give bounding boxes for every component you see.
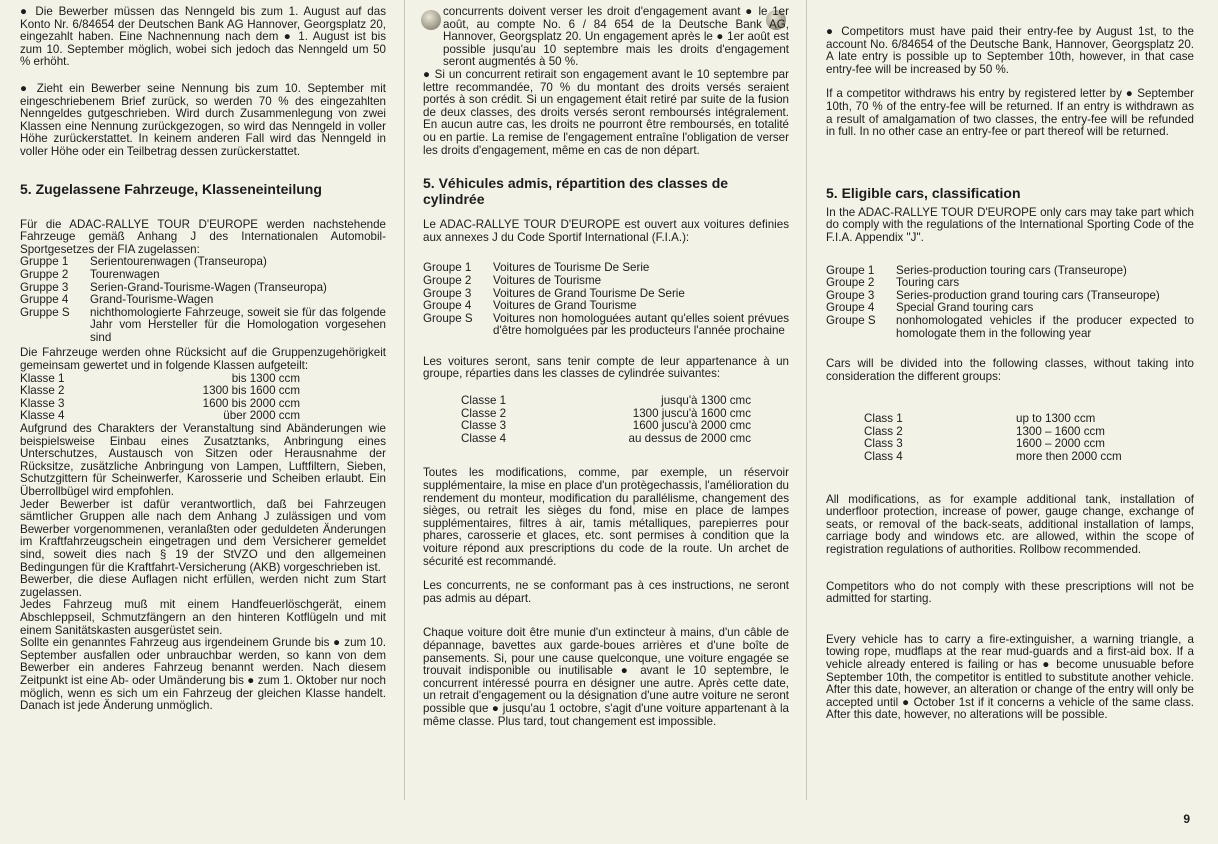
group-key: Groupe 1 (826, 263, 875, 277)
class-key: Class 1 (864, 412, 903, 426)
intro-paragraph: Für die ADAC-RALLYE TOUR D'EUROPE werden nachstehende Fahrzeuge gemäß Anhang J des Internationalen Automobil-Sportgesetzes der FIA zugelassen: (20, 217, 386, 256)
group-key: Gruppe 2 (20, 267, 69, 281)
entry-fee-paragraph: ● Competitors must have paid their entry-fee by August 1st, to the account No. 6/84654 of the Deutsche Bank, Hannover, Georgsplatz 20. A late entry is possible up to September 10th, however, in that case entry-fee will be increased by 50 %. (826, 25, 1194, 76)
class-row (20, 385, 300, 398)
not-comply-paragraph: Competitors who do not comply with these prescriptions will not be admitted for starting. (826, 579, 1194, 606)
equipment-paragraph: Jedes Fahrzeug muß mit einem Handfeuerlöschgerät, einem Abschleppseil, Schmutzfängern an den hinteren Kotflügeln und mit einem Sanitätskasten ausgerüstet sein. (20, 598, 386, 637)
group-desc: Serientourenwagen (Transeuropa) (90, 255, 267, 269)
modifications-paragraph: Toutes les modifications, comme, par exemple, un réservoir supplémentaire, la mise en place d'un protègechassis, l'amélioration du rendement du monteur, modification du parallélisme, changement des sièges, ou retrait les sièges du fond, mise en place de lampes supplémentaires, filtres à air, tamis métalliques, parepierres pour phares, carosserie et glaces, etc. sont permises à condition que la voiture répond aux prescriptions du code de la route. Un archet de sécurité est recommandé. (423, 466, 789, 568)
withdrawal-paragraph: ● Zieht ein Bewerber seine Nennung bis zum 10. September mit eingeschriebenem Brief zurück, so werden 70 % des eingezahlten Nenngeldes gutgeschrieben. Wird durch Zusammenlegung von zwei Klassen eine Nennung zurückgezogen, so wird das Nenngeld in voller Höhe zurückerstattet. In keinem anderen Fall wird das Nenngeld in voller Höhe oder ein Teilbetrag dessen zurückerstattet. (20, 81, 386, 158)
not-comply-paragraph: Bewerber, die diese Auflagen nicht erfüllen, werden nicht zum Start zugelassen. (20, 573, 386, 599)
class-range: 1300 bis 1600 ccm (202, 384, 300, 398)
groups-table (423, 262, 789, 338)
group-desc: Voitures non homologuées autant qu'elles soient prévues d'être homolguées par les producteurs l'année prochaine (493, 311, 789, 338)
classes-table (20, 373, 300, 423)
class-key: Classe 2 (461, 406, 507, 420)
class-range: more then 2000 ccm (1016, 450, 1122, 464)
group-key: Groupe 3 (423, 286, 472, 300)
class-key: Klasse 2 (20, 384, 65, 398)
german-column (20, 0, 386, 800)
class-key: Klasse 1 (20, 371, 65, 385)
equipment-paragraph: Chaque voiture doit être munie d'un extincteur à mains, d'un câble de dépannage, bavettes aux garde-boues arrières et d'une boîte de pansements. Si, pour une cause quelconque, une voiture engagée se trouvait indisponible ou inutilisable ● avant le 10 septembre, le concurrent intéressé pourra en désigner une autre. Après cette date, un retrait d'engagement ou la désignation d'une autre voiture ne seront possible que ● jusqu'au 1 octobre, s'agit d'une voiture appartenant à la même classe. Plus tard, tout changement est impossible. (423, 626, 789, 728)
class-range: über 2000 ccm (223, 409, 300, 423)
class-key: Class 4 (864, 450, 903, 464)
group-row (20, 256, 386, 269)
class-range: 1600 – 2000 ccm (1016, 437, 1105, 451)
group-key: Groupe 3 (826, 288, 875, 302)
group-key: Groupe 4 (423, 299, 472, 313)
section-heading: 5. Zugelassene Fahrzeuge, Klasseneinteilung (20, 180, 322, 197)
class-range: bis 1300 ccm (231, 371, 300, 385)
class-key: Classe 1 (461, 394, 507, 408)
group-row (423, 313, 789, 338)
class-row (461, 433, 751, 446)
group-key: Groupe S (826, 313, 876, 327)
classes-intro-paragraph: Cars will be divided into the following classes, without taking into consideration the different groups: (826, 357, 1194, 383)
group-desc: Voitures de Grand Tourisme (493, 299, 637, 313)
class-key: Class 3 (864, 437, 903, 451)
group-row (423, 300, 789, 313)
class-range: 1600 bis 2000 ccm (202, 396, 300, 410)
group-key: Gruppe 3 (20, 280, 69, 294)
group-row (826, 265, 1194, 278)
not-comply-paragraph: Les concurrents, ne se conformant pas à ces instructions, ne seront pas admis au départ. (423, 579, 789, 605)
modifications-paragraph: All modifications, as for example additional tank, installation of underfloor protection, increase of power, gauge change, exchange of seats, or removal of the back-seats, additional installation of lamps, carriage body and windows etc. are allowed, within the scope of registration regulations of authorities. Rollbow recommended. (826, 492, 1194, 557)
group-row (826, 315, 1194, 340)
class-range: 1300 juscu'à 1600 cmc (632, 406, 751, 420)
withdrawal-paragraph: If a competitor withdraws his entry by registered letter by ● September 10th, 70 % of the entry-fee will be returned. If an entry is withdrawn as a result of amalgamation of two classes, the entry-fee will be refunded in full. In no other case an entry-fee or part thereof will be returned. (826, 87, 1194, 139)
classes-intro-paragraph: Les voitures seront, sans tenir compte de leur appartenance à un groupe, réparties dans les classes de cylindrée suivantes: (423, 354, 789, 381)
group-row (20, 269, 386, 282)
class-row (864, 413, 1122, 426)
withdrawal-paragraph: ● Si un concurrent retirait son engagement avant le 10 septembre par lettre recommandée, 70 % du montant des droits versés seraient portés à son crédit. Si un engagement était retiré par suite de la fusion de deux classes, des droits versés seront remboursés intégralement. En aucun autre cas, les droits ne pourront être remboursés, en totalité ou en partie. La remise de l'engagement entraîne l'obligation de verser les droits d'engagement, même en cas de non départ. (423, 67, 789, 157)
class-range: jusqu'à 1300 cmc (661, 394, 751, 408)
equipment-paragraph: Every vehicle has to carry a fire-extinguisher, a warning triangle, a towing rope, mudflaps at the rear mud-guards and a first-aid box. If a vehicle already entered is failing or has ● become unusuable before September 10th, the competitor is entitled to substitute another vehicle. After this date, however, an alteration or change of the entry will only be accepted until ● October 1st if it concerns a vehicle of the same class. After this date, however, no alterations will be possible. (826, 632, 1194, 722)
group-key: Gruppe 4 (20, 293, 69, 307)
groups-table (826, 265, 1194, 341)
class-row (864, 451, 1122, 464)
column-divider (404, 0, 405, 800)
class-row (461, 420, 751, 433)
group-desc: Grand-Tourisme-Wagen (90, 293, 214, 307)
page-number: 9 (1183, 812, 1190, 826)
class-range: 1600 juscu'à 2000 cmc (632, 419, 751, 433)
group-key: Groupe S (423, 311, 473, 325)
group-row (423, 262, 789, 275)
group-key: Groupe 1 (423, 261, 472, 275)
group-desc: Serien-Grand-Tourisme-Wagen (Transeuropa) (90, 280, 327, 294)
class-key: Classe 3 (461, 419, 507, 433)
class-range: up to 1300 ccm (1016, 412, 1096, 426)
group-key: Groupe 2 (826, 276, 875, 290)
class-key: Klasse 4 (20, 409, 65, 423)
section-heading: 5. Véhicules admis, répartition des classes de cylindrée (423, 175, 729, 208)
class-key: Klasse 3 (20, 396, 65, 410)
group-key: Groupe 2 (423, 273, 472, 287)
group-desc: Series-production touring cars (Transeurope) (896, 263, 1127, 277)
french-column (423, 0, 789, 800)
group-desc: Voitures de Tourisme De Serie (493, 261, 650, 275)
group-desc: Voitures de Tourisme (493, 273, 602, 287)
group-key: Gruppe S (20, 305, 70, 319)
group-row (20, 307, 386, 345)
replacement-paragraph: Sollte ein genanntes Fahrzeug aus irgendeinem Grunde bis ● zum 10. September ausfallen oder unbrauchbar werden, so kann von dem Bewerber ein anderes Fahrzeug benannt werden. Nach diesem Zeitpunkt ist eine Ab- oder Umänderung bis ● zum 1. Oktober nur noch möglich, wenn es sich um ein Fahrzeug der gleichen Klasse handelt. Danach ist jede Änderung unmöglich. (20, 636, 386, 713)
group-desc: nonhomologated vehicles if the producer expected to homologate them in the following year (896, 313, 1194, 340)
intro-paragraph: Le ADAC-RALLYE TOUR D'EUROPE est ouvert aux voitures definies aux annexes J du Code Sportif International (F.I.A.): (423, 218, 789, 244)
group-key: Groupe 4 (826, 301, 875, 315)
modifications-paragraph: Aufgrund des Charakters der Veranstaltung sind Abänderungen wie beispielsweise Einbau eines Zusatztanks, Anbringung eines Unterschutzes, Austausch von Sitzen oder Herausnahme der Rücksitze, zusätzliche Anbringung von Lampen, Luftfiltern, Sieben, Schutzgittern für Scheinwerfer, Karosserie und Scheiben erlaubt. Ein Überrollbügel wird empfohlen. (20, 422, 386, 498)
classes-intro-paragraph: Die Fahrzeuge werden ohne Rücksicht auf die Gruppenzugehörigkeit gemeinsam gewertet und in folgende Klassen aufgeteilt: (20, 346, 386, 373)
column-divider (806, 0, 807, 800)
intro-paragraph: In the ADAC-RALLYE TOUR D'EUROPE only cars may take part which do comply with the regulations of the International Sporting Code of the F.I.A. Appendix "J". (826, 205, 1194, 244)
entry-fee-paragraph: concurrents doivent verser les droit d'engagement avant ● le 1er août, au compte No. 6 / 84 654 de la Deutsche Bank AG, Hannover, Georgsplatz 20. Un engagement après le ● 1er août est possible jusqu'au 10 septembre mais les droits d'engagement seront augmentés à 50 %. (443, 5, 789, 69)
group-desc: Touring cars (896, 276, 960, 290)
group-desc: Voitures de Grand Tourisme De Serie (493, 286, 685, 300)
group-row (20, 294, 386, 307)
responsibility-paragraph: Jeder Bewerber ist dafür verantwortlich, daß bei Fahrzeugen sämtlicher Gruppen alle nach dem Anhang J zulässigen und vom Bewerber vorgenommenen, veranlaßten oder geduldeten Änderungen im Kraftfahrzeugschein eingetragen und dem Versicherer gemeldet sind, soweit dies nach § 19 der StVZO und den allgemeinen Bedingungen für die Kraftfahrt-Versicherung (AKB) vorgeschrieben ist. (20, 497, 386, 574)
class-row (461, 395, 751, 408)
group-row (826, 277, 1194, 290)
class-range: au dessus de 2000 cmc (628, 431, 751, 445)
class-range: 1300 – 1600 ccm (1016, 424, 1105, 438)
class-key: Class 2 (864, 424, 903, 438)
class-key: Classe 4 (461, 431, 507, 445)
group-desc: nichthomologierte Fahrzeuge, soweit sie für das folgende Jahr vom Hersteller für die Homologation vorgesehen sind (90, 305, 386, 344)
group-desc: Series-production grand touring cars (Transeurope) (896, 288, 1160, 302)
entry-fee-paragraph: ● Die Bewerber müssen das Nenngeld bis zum 1. August auf das Konto Nr. 6/84654 der Deutschen Bank AG Hannover, Georgsplatz 20, eingezahlt haben. Eine Nachnennung nach dem ● 1. August ist bis zum 10. September möglich, wobei sich jedoch das Nenngeld um 50 % erhöht. (20, 5, 386, 69)
classes-table (461, 395, 751, 445)
group-desc: Special Grand touring cars (896, 301, 1034, 315)
section-heading: 5. Eligible cars, classification (826, 184, 1021, 201)
group-row (423, 275, 789, 288)
english-column (826, 0, 1194, 800)
group-key: Gruppe 1 (20, 255, 69, 269)
classes-table (864, 413, 1122, 463)
group-desc: Tourenwagen (90, 267, 160, 281)
groups-table (20, 256, 386, 344)
